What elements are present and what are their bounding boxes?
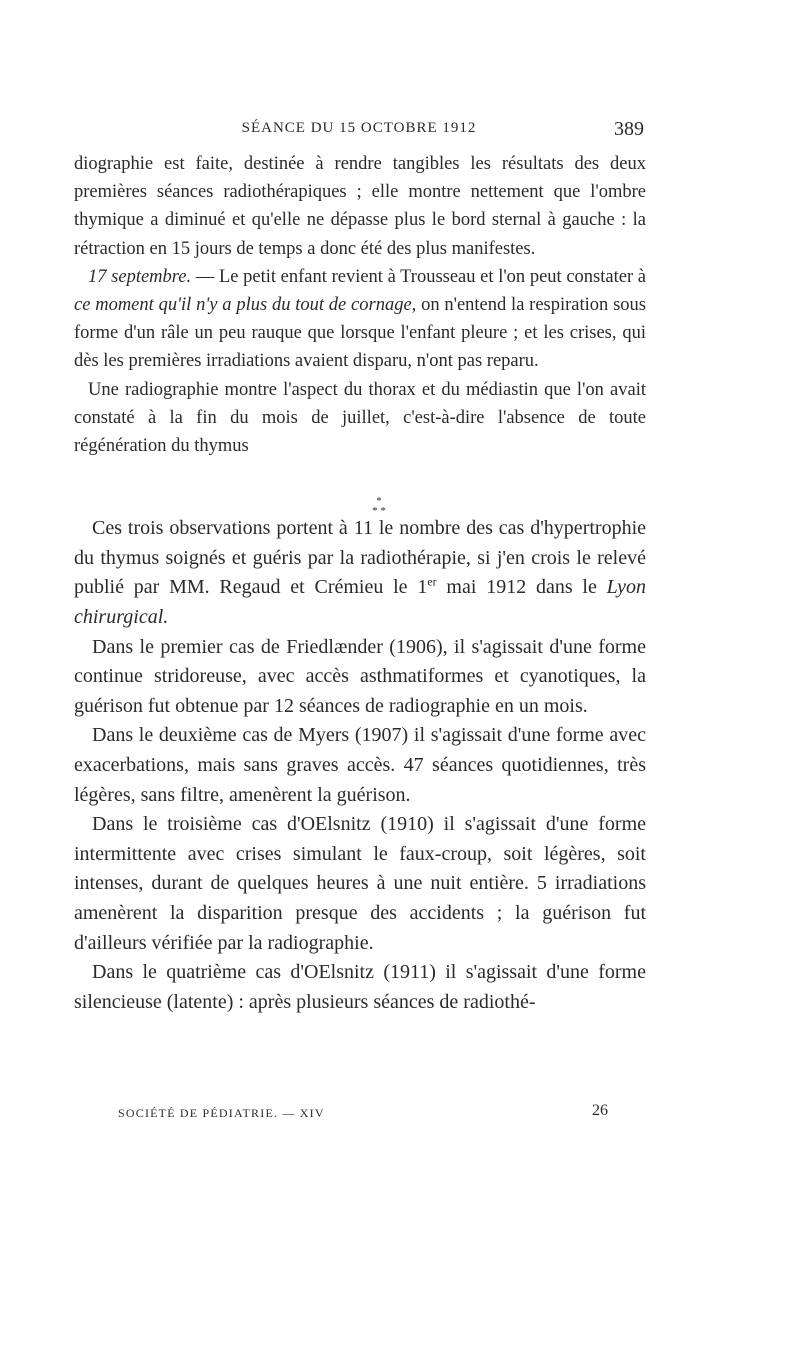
page-body [74,150,646,1017]
separator-asterisk-top: * [376,495,382,508]
paragraph-case-1: Dans le premier cas de Friedlænder (1906), il s'agissait d'une forme continue stridoreuse, avec accès asthmatiformes et cyanotiques, la guérison fut obtenue par 12 séances de radiographie en un mois. [74,635,646,717]
paragraph-case-3: Dans le troisième cas d'OElsnitz (1910) il s'agissait d'une forme intermittente avec crises simulant le faux-croup, soit légères, soit intenses, durant de quelques heures à une nuit entière. 5 irradiations amenèrent la disparition presque des accidents ; la guérison fut d'ailleurs vérifiée par la radiographie. [74,813,646,954]
section-discussion [74,514,646,1017]
section-separator [112,460,646,518]
summary-text-after: mai 1912 dans le [436,576,607,599]
paragraph-continuation: diographie est faite, destinée à rendre tangibles les résultats des deux premières séances radiothérapiques ; elle montre nettement que l'ombre thymique a diminué et qu'elle ne dépasse plus le bord sternal à gauche : la rétraction en 15 jours de temps a donc été des plus manifestes. [74,154,646,259]
superscript-er: er [427,574,437,589]
date-label: 17 septembre. [88,266,192,287]
paragraph-case-4: Dans le quatrième cas d'OElsnitz (1911) il s'agissait d'une forme silencieuse (latente) : après plusieurs séances de radiothé- [74,961,646,1013]
running-title: SÉANCE DU 15 OCTOBRE 1912 [241,120,477,136]
paragraph-radiography: Une radiographie montre l'aspect du thorax et du médiastin que l'on avait constaté à la fin du mois de juillet, c'est-à-dire l'absence de toute régénération du thymus [74,379,646,457]
journal-title: Lyon chirurgical. [74,576,647,629]
paragraph-september [74,263,646,376]
paragraph-tail: on n'entend la respiration sous forme d'un râle un peu rauque que lorsque l'enfant pleure ; et les crises, qui dès les premières irradiations avaient disparu, n'ont pas reparu. [74,295,646,372]
section-observation-end [74,150,646,460]
paragraph-summary [74,514,646,632]
emphasis-phrase: ce moment qu'il n'y a plus du tout de cornage, [74,295,417,316]
page-footer [118,1102,608,1126]
footer-signature: SOCIÉTÉ DE PÉDIATRIE. — XIV [118,1106,325,1120]
summary-text: Ces trois observations portent à 11 le nombre des cas d'hypertrophie du thymus soignés et guéris par la radiothérapie, si j'en crois le relevé publié par MM. Regaud et Crémieu le 1 [74,517,646,599]
page-header [74,118,644,142]
paragraph-case-2: Dans le deuxième cas de Myers (1907) il s'agissait d'une forme avec exacerbations, mais sans graves accès. 47 séances quotidiennes, très légères, sans filtre, amenèrent la guérison. [74,724,646,806]
paragraph-lead: — Le petit enfant revient à Trousseau et l'on peut constater à [191,266,646,287]
page-number: 389 [614,118,644,140]
separator-asterisks-bottom: * * [372,505,386,518]
footer-sheet-number: 26 [592,1102,608,1119]
